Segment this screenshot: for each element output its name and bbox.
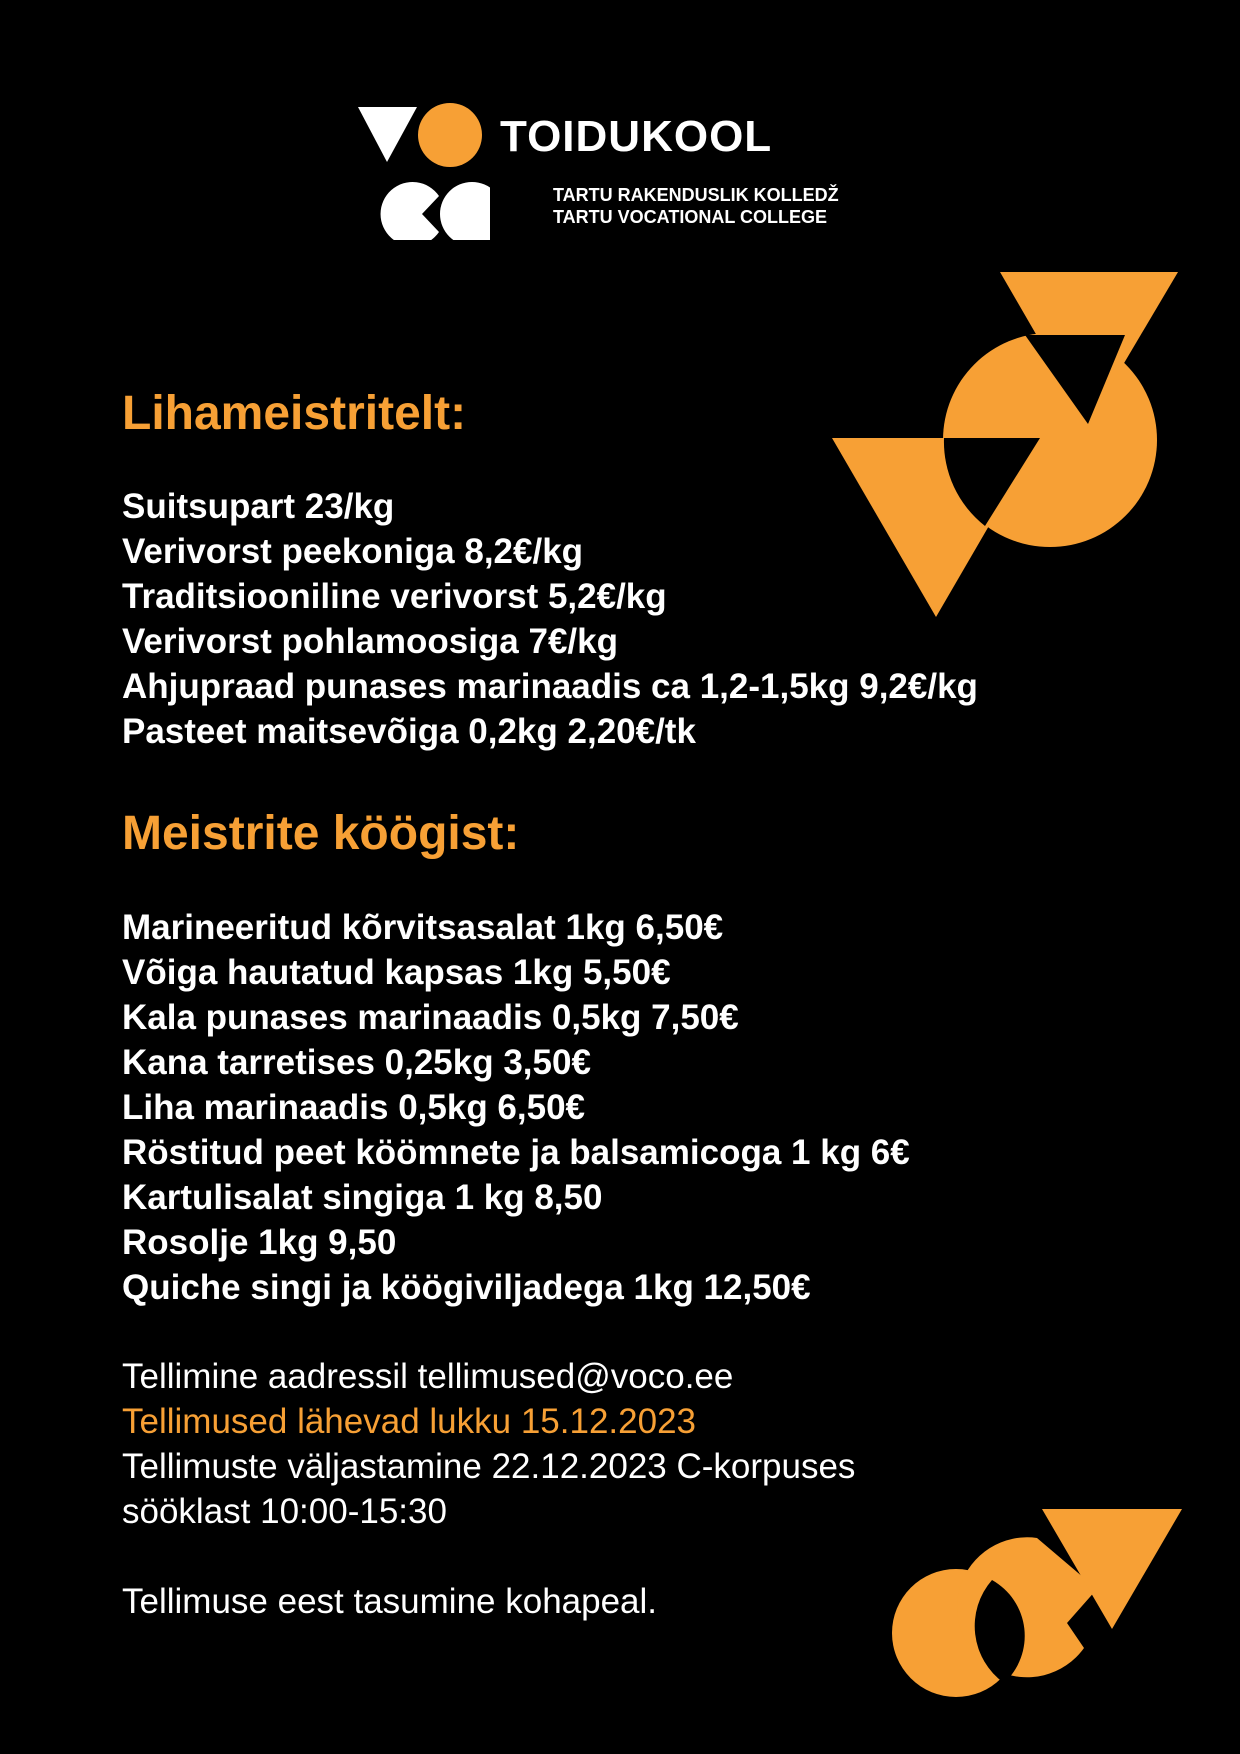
heading-meat: Lihameistritelt: bbox=[122, 387, 467, 440]
voco-toidukool-logo bbox=[350, 100, 910, 240]
list-item: Kala punases marinaadis 0,5kg 7,50€ bbox=[122, 998, 739, 1037]
brand-name: TOIDUKOOL bbox=[500, 112, 773, 161]
list-item: Röstitud peet köömnete ja balsamicoga 1 kg 6€ bbox=[122, 1133, 910, 1172]
order-deadline-text: Tellimused lähevad lukku 15.12.2023 bbox=[122, 1402, 696, 1441]
order-info bbox=[122, 1354, 855, 1624]
heading-kitchen: Meistrite köögist: bbox=[122, 807, 520, 860]
list-item: Suitsupart 23/kg bbox=[122, 487, 395, 526]
pickup-text-1: Tellimuste väljastamine 22.12.2023 C-korpuses bbox=[122, 1447, 856, 1486]
voco-logo-mark-icon bbox=[350, 100, 490, 240]
pickup-text-2: sööklast 10:00-15:30 bbox=[122, 1492, 447, 1531]
list-item: Traditsiooniline verivorst 5,2€/kg bbox=[122, 577, 667, 616]
meat-items-list bbox=[122, 484, 978, 754]
list-item: Quiche singi ja köögiviljadega 1kg 12,50€ bbox=[122, 1268, 811, 1307]
brand-subtitle-en: TARTU VOCATIONAL COLLEGE bbox=[553, 207, 827, 227]
list-item: Ahjupraad punases marinaadis ca 1,2-1,5kg 9,2€/kg bbox=[122, 667, 978, 706]
brand-subtitle-et: TARTU RAKENDUSLIK KOLLEDŽ bbox=[553, 185, 839, 205]
decorative-shapes-bottom-icon bbox=[892, 1505, 1182, 1705]
brand-subtitle bbox=[553, 184, 839, 228]
list-item: Verivorst pohlamoosiga 7€/kg bbox=[122, 622, 618, 661]
payment-text: Tellimuse eest tasumine kohapeal. bbox=[122, 1582, 658, 1621]
list-item: Verivorst peekoniga 8,2€/kg bbox=[122, 532, 584, 571]
list-item: Võiga hautatud kapsas 1kg 5,50€ bbox=[122, 953, 671, 992]
list-item: Liha marinaadis 0,5kg 6,50€ bbox=[122, 1088, 586, 1127]
list-item: Rosolje 1kg 9,50 bbox=[122, 1223, 397, 1262]
list-item: Pasteet maitsevõiga 0,2kg 2,20€/tk bbox=[122, 712, 696, 751]
kitchen-items-list bbox=[122, 905, 910, 1310]
order-address-text: Tellimine aadressil tellimused@voco.ee bbox=[122, 1357, 734, 1396]
list-item: Kana tarretises 0,25kg 3,50€ bbox=[122, 1043, 591, 1082]
list-item: Marineeritud kõrvitsasalat 1kg 6,50€ bbox=[122, 908, 724, 947]
list-item: Kartulisalat singiga 1 kg 8,50 bbox=[122, 1178, 603, 1217]
